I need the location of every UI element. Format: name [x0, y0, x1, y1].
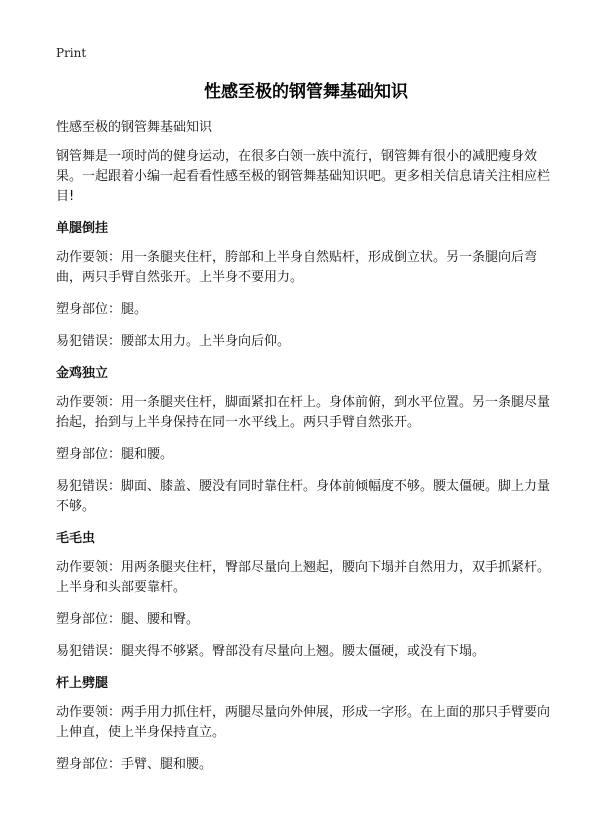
- section-action: 动作要领：用两条腿夹住杆，臀部尽量向上翘起，腰向下塌并自然用力，双手抓紧杆。上半身和头部要靠杆。: [56, 560, 551, 595]
- section-mistake: 易犯错误：腰部太用力。上半身向后仰。: [56, 334, 291, 349]
- section-heading: 金鸡独立: [56, 366, 109, 381]
- article-title: 性感至极的钢管舞基础知识: [204, 82, 408, 102]
- section-heading: 杆上劈腿: [56, 676, 109, 691]
- section-action: 动作要领：用一条腿夹住杆，脚面紧扣在杆上。身体前俯，到水平位置。另一条腿尽量抬起，抬到与上半身保持在同一水平线上。两只手臂自然张开。: [56, 395, 551, 430]
- section-mistake: 易犯错误：腿夹得不够紧。臀部没有尽量向上翘。腰太僵硬，或没有下塌。: [56, 644, 486, 659]
- section-target: 塑身部位：手臂、腿和腰。: [56, 757, 213, 772]
- section-single-leg-hang: [56, 219, 556, 352]
- section-golden-rooster: [56, 364, 556, 517]
- section-target: 塑身部位：腿和腰。: [56, 447, 174, 462]
- article-intro: 钢管舞是一项时尚的健身运动，在很多白领一族中流行，钢管舞有很小的减肥瘦身效果。一起跟着小编一起看看性感至极的钢管舞基础知识吧。更多相关信息请关注相应栏目!: [56, 149, 551, 204]
- section-action: 动作要领：两手用力抓住杆，两腿尽量向外伸展，形成一字形。在上面的那只手臂要向上伸直，使上半身保持直立。: [56, 705, 551, 740]
- article-subtitle: 性感至极的钢管舞基础知识: [56, 120, 213, 135]
- section-action: 动作要领：用一条腿夹住杆，胯部和上半身自然贴杆，形成倒立状。另一条腿向后弯曲，两只手臂自然张开。上半身不要用力。: [56, 250, 538, 285]
- section-heading: 单腿倒挂: [56, 221, 109, 236]
- section-target: 塑身部位：腿。: [56, 302, 148, 317]
- section-mistake: 易犯错误：脚面、膝盖、腰没有同时靠住杆。身体前倾幅度不够。腰太僵硬。脚上力量不够。: [56, 479, 551, 514]
- article-body: [56, 118, 556, 787]
- section-target: 塑身部位：腿、腰和臀。: [56, 612, 200, 627]
- section-heading: 毛毛虫: [56, 531, 96, 546]
- section-caterpillar: [56, 529, 556, 662]
- section-pole-split: [56, 674, 556, 775]
- print-link[interactable]: Print: [56, 46, 87, 60]
